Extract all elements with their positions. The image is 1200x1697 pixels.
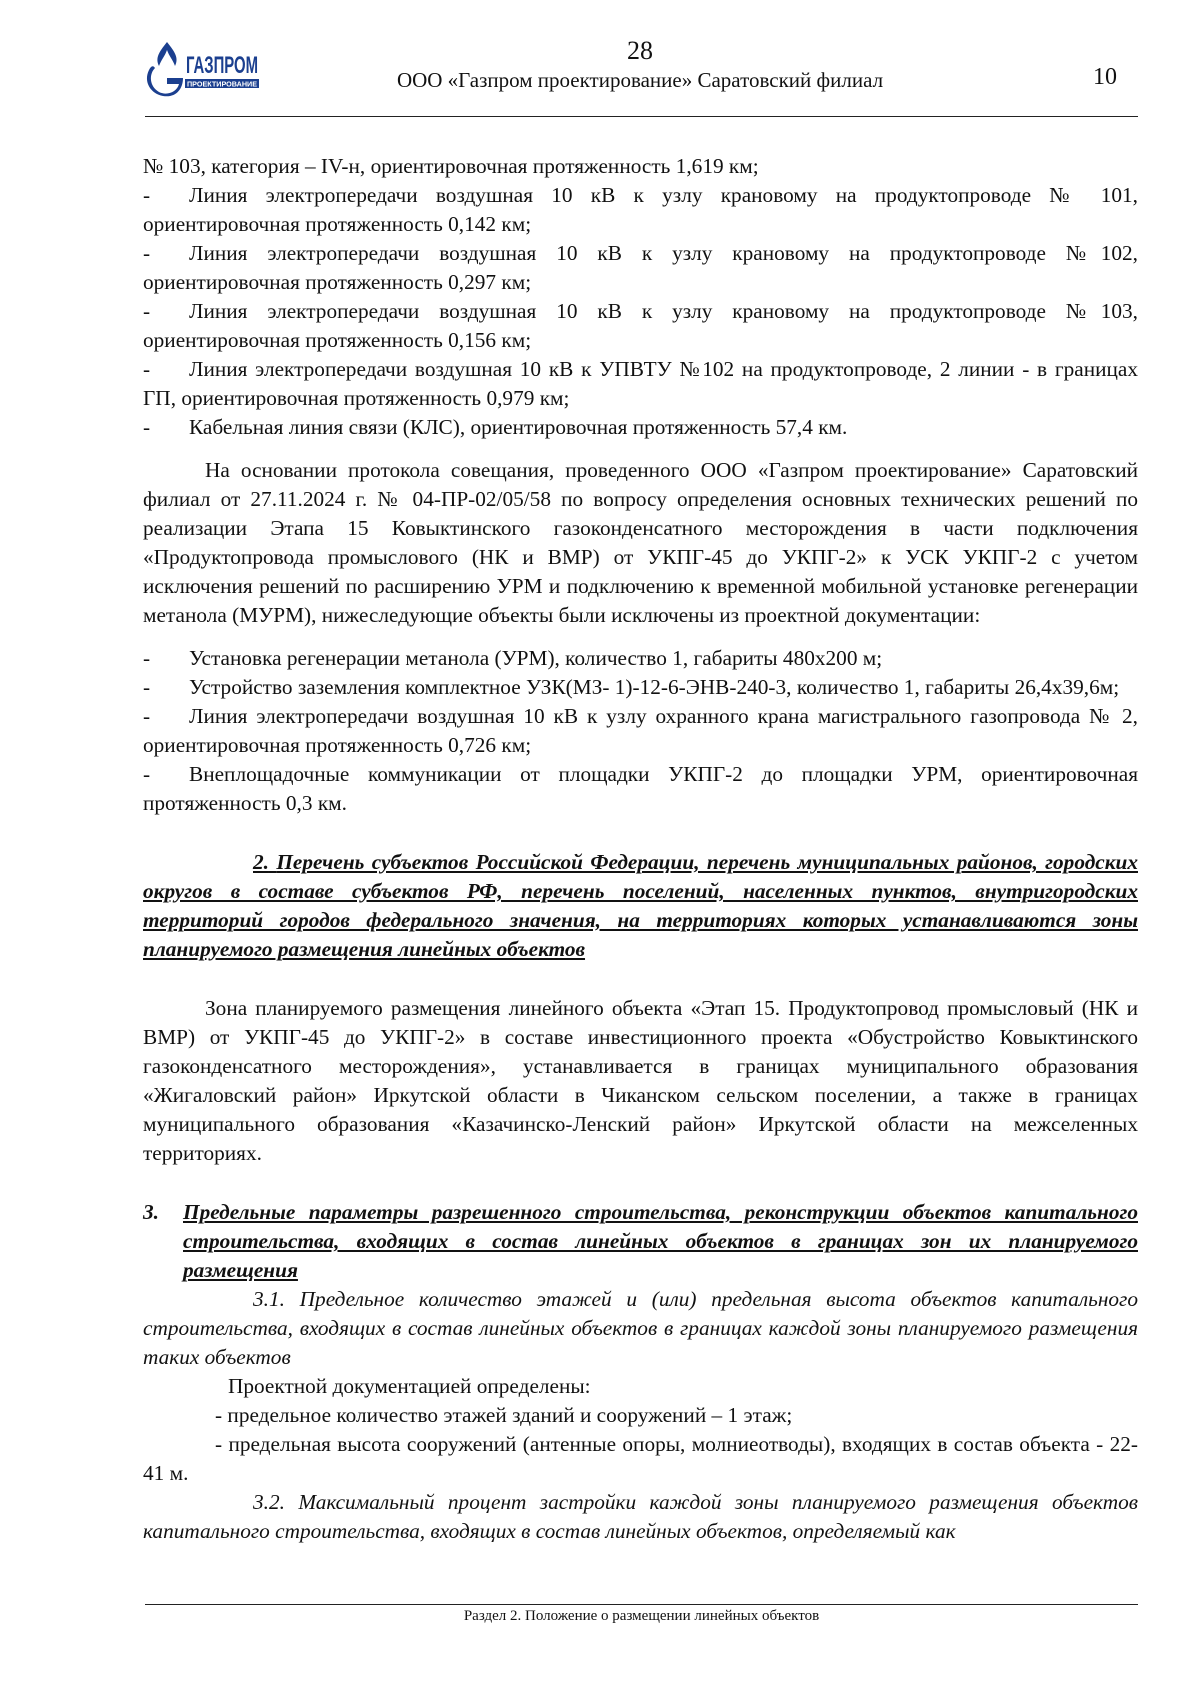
list-item: - Линия электропередачи воздушная 10 кВ к узлу крановому на продуктопроводе №102, ориентировочная протяженность 0,297 км; <box>143 241 1138 294</box>
footer-caption: Раздел 2. Положение о размещении линейных объектов <box>463 1608 820 1624</box>
list-item: - Линия электропередачи воздушная 10 кВ к узлу крановому на продуктопроводе №103, ориентировочная протяженность 0,156 км; <box>143 299 1138 352</box>
section-2-text: Зона планируемого размещения линейного объекта «Этап 15. Продуктопровод промысловый (НК и ВМР) от УКПГ-45 до УКПГ-2» в составе инвестиционного проекта «Обустройство Ковыктинского газоконденсатного месторождения», устанавливается в границах муниципального образования «Жигаловский район» Иркутской области в Чиканском сельском поселении, а также в границах муниципального образования «Казачинско-Ленский район» Иркутской области на межселенных территориях. <box>143 996 1138 1165</box>
intro-line: № 103, категория – IV-н, ориентировочная протяженность 1,619 км; <box>143 154 759 178</box>
section-2-number: 2. <box>253 850 269 874</box>
section-2-title: Перечень субъектов Российской Федерации, перечень муниципальных районов, городских округов в составе субъектов РФ, перечень поселений, населенных пунктов, внутригородских территорий городов федерального значения, на территориях которых устанавливаются зоны планируемого размещения линейных объектов <box>143 850 1138 961</box>
svg-text:ПРОЕКТИРОВАНИЕ: ПРОЕКТИРОВАНИЕ <box>187 81 258 89</box>
subsection-3-1-intro: Проектной документацией определены: <box>228 1374 591 1398</box>
organization-name: ООО «Газпром проектирование» Саратовский филиал <box>396 68 884 92</box>
list-item: - Линия электропередачи воздушная 10 кВ к узлу охранного крана магистрального газопровода № 2, ориентировочная протяженность 0,726 км; <box>143 704 1138 757</box>
list-item: - Линия электропередачи воздушная 10 кВ к УПВТУ №102 на продуктопроводе, 2 линии - в границах ГП, ориентировочная протяженность 0,979 км; <box>143 357 1138 410</box>
list-item: - Устройство заземления комплектное УЗК(МЗ- 1)-12-6-ЭНВ-240-3, количество 1, габариты 26,4х39,6м; <box>143 675 1120 699</box>
svg-text:ГАЗПРОМ: ГАЗПРОМ <box>186 52 258 79</box>
list-item: - Линия электропередачи воздушная 10 кВ к узлу крановому на продуктопроводе № 101, ориентировочная протяженность 0,142 км; <box>143 183 1138 236</box>
page-header <box>145 30 1135 120</box>
section-3-title: Предельные параметры разрешенного строительства, реконструкции объектов капитального строительства, входящих в состав линейных объектов в границах зон их планируемого размещения <box>183 1200 1138 1282</box>
list-item: - Кабельная линия связи (КЛС), ориентировочная протяженность 57,4 км. <box>143 415 848 439</box>
list-item: - Внеплощадочные коммуникации от площадки УКПГ-2 до площадки УРМ, ориентировочная протяженность 0,3 км. <box>143 762 1138 815</box>
document-body <box>143 152 1138 1546</box>
subsection-3-2-title: 3.2. Максимальный процент застройки каждой зоны планируемого размещения объектов капитального строительства, входящих в состав линейных объектов, определяемый как <box>143 1490 1138 1543</box>
page-number: 28 <box>627 36 653 65</box>
header-divider <box>145 116 1138 117</box>
list-item: - Установка регенерации метанола (УРМ), количество 1, габариты 480х200 м; <box>143 646 883 670</box>
paragraph-protocol: На основании протокола совещания, проведенного ООО «Газпром проектирование» Саратовский филиал от 27.11.2024 г. № 04-ПР-02/05/58 по вопросу определения основных технических решений по реализации Этапа 15 Ковыктинского газоконденсатного месторождения в части подключения «Продуктопровода промыслового (НК и ВМР) от УКПГ-45 до УКПГ-2» к УСК УКПГ-2 с учетом исключения решений по расширению УРМ и подключению к временной мобильной установке регенерации метанола (МУРМ), нижеследующие объекты были исключены из проектной документации: <box>143 458 1138 627</box>
section-3-number: 3. <box>143 1200 159 1224</box>
sheet-number: 10 <box>1093 64 1117 90</box>
subsection-3-1-item: - предельное количество этажей зданий и сооружений – 1 этаж; <box>215 1403 793 1427</box>
section-2-heading <box>143 848 1138 964</box>
section-3-heading <box>143 1198 1138 1285</box>
footer-divider <box>145 1604 1138 1605</box>
subsection-3-1-item: - предельная высота сооружений (антенные опоры, молниеотводы), входящих в состав объекта - 22-41 м. <box>143 1432 1138 1485</box>
subsection-3-1-title: 3.1. Предельное количество этажей и (или) предельная высота объектов капитального строительства, входящих в состав линейных объектов в границах каждой зоны планируемого размещения таких объектов <box>143 1287 1138 1369</box>
